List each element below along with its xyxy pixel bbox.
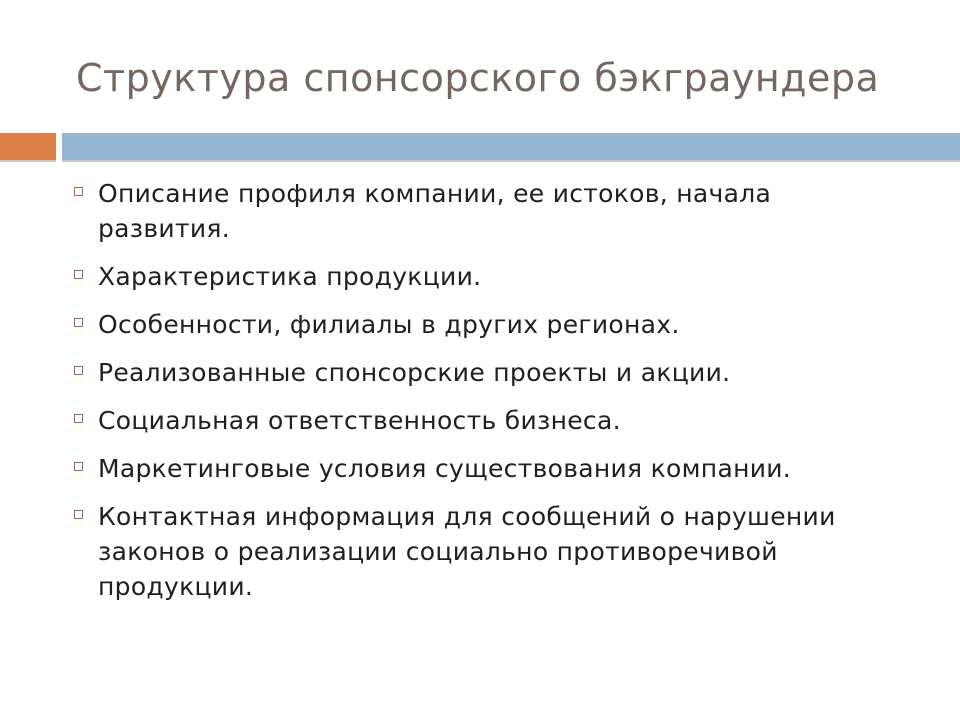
accent-bar-blue [62, 133, 960, 160]
square-outline-bullet-icon [74, 318, 83, 327]
accent-bar-orange-shadow [0, 160, 56, 162]
bullet-list [74, 176, 904, 617]
bullet-item [74, 259, 904, 294]
bullet-item [74, 307, 904, 342]
square-outline-bullet-icon [74, 270, 83, 279]
square-outline-bullet-icon [74, 187, 83, 196]
bullet-item [74, 499, 904, 604]
accent-bar-blue-shadow [62, 160, 960, 162]
bullet-item [74, 176, 904, 246]
bullet-text: Характеристика продукции. [98, 262, 482, 291]
square-outline-bullet-icon [74, 462, 83, 471]
bullet-text: Социальная ответственность бизнеса. [98, 406, 621, 435]
bullet-text: Описание профиля компании, ее истоков, начала развития. [98, 179, 772, 243]
accent-bar-orange [0, 133, 56, 160]
slide-title: Структура спонсорского бэкграундера [76, 56, 880, 100]
bullet-item [74, 355, 904, 390]
bullet-item [74, 403, 904, 438]
bullet-item [74, 451, 904, 486]
bullet-text: Маркетинговые условия существования компании. [98, 454, 792, 483]
bullet-text: Контактная информация для сообщений о нарушении законов о реализации социально противоречивой продукции. [98, 502, 836, 601]
square-outline-bullet-icon [74, 414, 83, 423]
square-outline-bullet-icon [74, 366, 83, 375]
bullet-text: Особенности, филиалы в других регионах. [98, 310, 680, 339]
bullet-text: Реализованные спонсорские проекты и акции. [98, 358, 731, 387]
square-outline-bullet-icon [74, 510, 83, 519]
